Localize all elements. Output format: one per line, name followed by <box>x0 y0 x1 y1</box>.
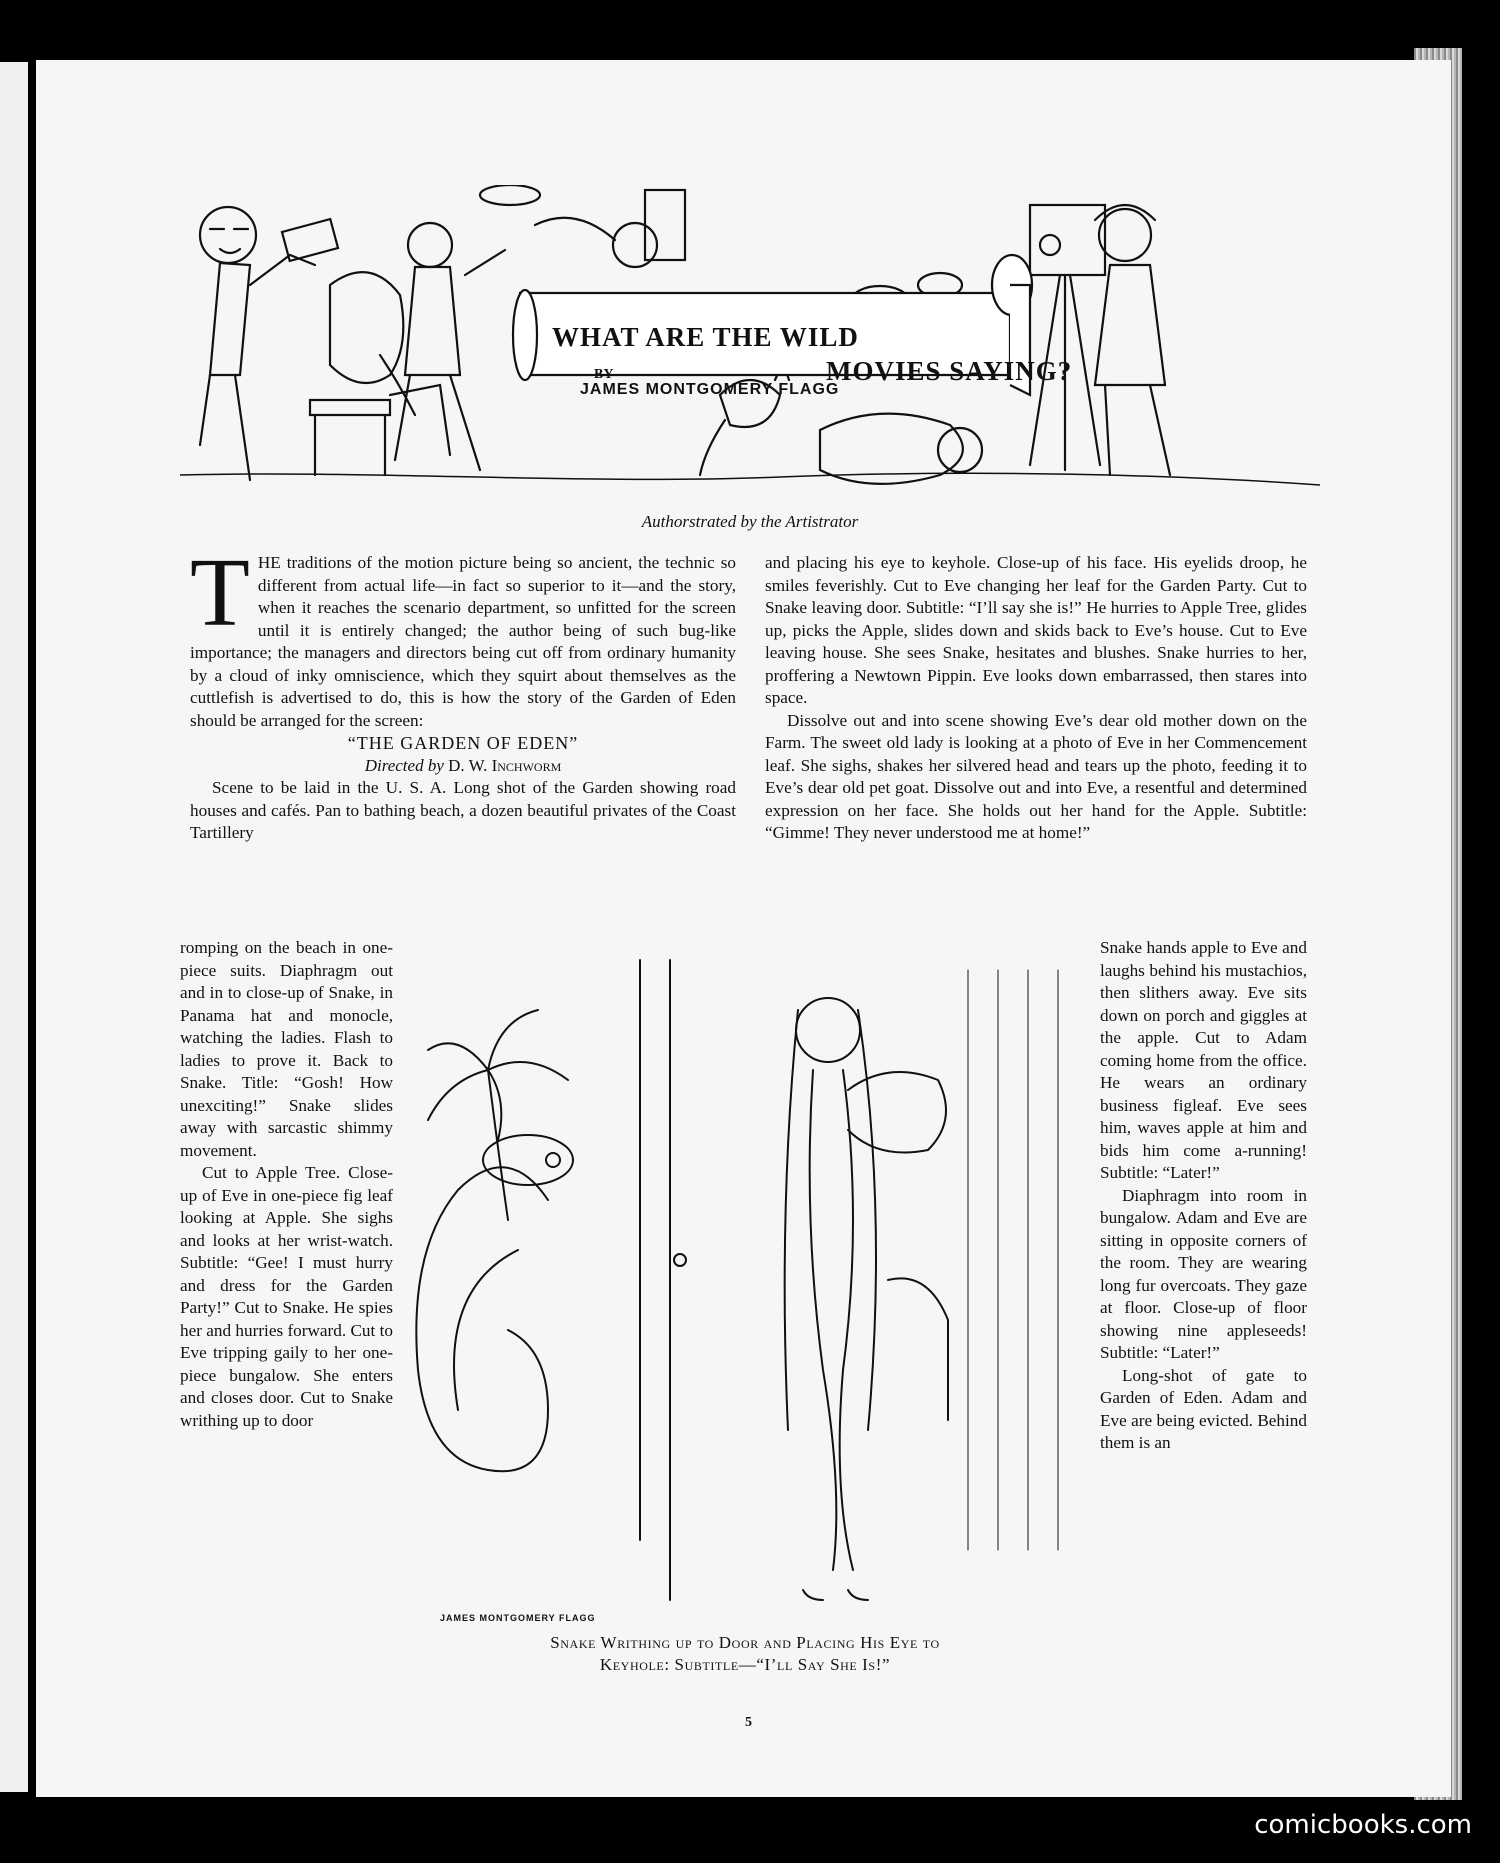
right-column <box>765 552 1307 845</box>
illustration-caption <box>420 1632 1070 1676</box>
byline-label: BY <box>594 367 614 382</box>
caption-line-2: Keyhole: Subtitle—“I’ll Say She Is!” <box>599 1655 891 1674</box>
article-title-line2: MOVIES SAYING? <box>826 356 1073 386</box>
snake-and-eve-illustration <box>408 950 1096 1615</box>
author-name: JAMES MONTGOMERY FLAGG <box>580 381 840 398</box>
left-narrow-column <box>180 937 393 1432</box>
scene-paragraph: Scene to be laid in the U. S. A. Long shot of the Garden showing road houses and cafés. Pan to bathing beach, a dozen beautiful privates of the Coast Tartillery <box>190 778 736 842</box>
left-narrow-paragraph-2: Cut to Apple Tree. Close-up of Eve in one-piece fig leaf looking at Apple. She sighs and looks at her wrist-watch. Subtitle: “Gee! I must hurry and dress for the Garden Party!” Cut to Snake. He spies her and hurries forward. Cut to Eve tripping gaily to her one-piece bungalow. She enters and closes door. Cut to Snake writhing up to door <box>180 1163 393 1430</box>
right-narrow-paragraph-2: Diaphragm into room in bungalow. Adam and Eve are sitting in opposite corners of the room. They are wearing long fur overcoats. They gaze at floor. Close-up of floor showing nine appleseeds! Subtitle: “Later!” <box>1100 1185 1307 1362</box>
facing-page-edge <box>0 62 28 1792</box>
right-narrow-paragraph-1: Snake hands apple to Eve and laughs behind his mustachios, then slithers away. Eve sits down on porch and giggles at the apple. Cut to Adam coming home from the office. He wears an ordinary business figleaf. Eve sees him, waves apple at him and bids him come a-running! Subtitle: “Later!” <box>1100 938 1307 1182</box>
directed-label: Directed by <box>364 755 444 775</box>
director-credit <box>190 755 736 778</box>
section-title: “THE GARDEN OF EDEN” <box>347 733 579 753</box>
page-number: 5 <box>745 1715 752 1730</box>
intro-paragraph: HE traditions of the motion picture being so ancient, the technic so different from actual life—in fact so superior to it—and the story, when it reaches the scenario department, so unfitted for the screen until it is entirely changed; the author being of such bug-like importance; the managers and directors being cut off from ordinary humanity by a cloud of inky omniscience, which they squirt about themselves as the cuttlefish is advertised to do, this is how the story of the Garden of Eden should be arranged for the screen: <box>190 553 736 730</box>
caption-line-1: Snake Writhing up to Door and Placing His Eye to <box>550 1633 940 1652</box>
illustration-credit: Authorstrated by the Artistrator <box>641 512 859 531</box>
artist-signature: JAMES MONTGOMERY FLAGG <box>440 1613 596 1623</box>
left-column <box>190 539 736 845</box>
drop-cap: T <box>190 539 250 647</box>
director-name: D. W. Inchworm <box>448 755 562 775</box>
site-watermark: comicbooks.com <box>1254 1810 1472 1840</box>
right-paragraph-2: Dissolve out and into scene showing Eve’s dear old mother down on the Farm. The sweet old lady is looking at a photo of Eve in her Commencement leaf. She sighs, shakes her silvered head and tears up the photo, feeding it to Eve’s dear old pet goat. Dissolve out and into Eve, a resentful and determined expression on her face. She holds out her hand for the Apple. Subtitle: “Gimme! They never understood me at home!” <box>765 710 1307 842</box>
right-narrow-column <box>1100 937 1307 1455</box>
article-title-line1: WHAT ARE THE WILD <box>552 322 859 352</box>
left-narrow-paragraph-1: romping on the beach in one-piece suits. Diaphragm out and in to close-up of Snake, in Panama hat and monocle, watching the ladies. Flash to ladies to prove it. Back to Snake. Title: “Gosh! How unexciting!” Snake slides away with sarcastic shimmy movement. <box>180 938 393 1160</box>
right-paragraph-1: and placing his eye to keyhole. Close-up of his face. His eyelids droop, he smiles feverishly. Cut to Eve changing her leaf for the Garden Party. Cut to Snake leaving door. Subtitle: “I’ll say she is!” He hurries to Apple Tree, glides up, picks the Apple, slides down and skids back to Eve’s house. Cut to Eve leaving house. She sees Snake, hesitates and blushes. Snake hurries to her, proffering a Newtown Pippin. Eve looks down embarrassed, then stares into space. <box>765 553 1307 707</box>
right-narrow-paragraph-3: Long-shot of gate to Garden of Eden. Adam and Eve are being evicted. Behind them is an <box>1100 1365 1307 1452</box>
